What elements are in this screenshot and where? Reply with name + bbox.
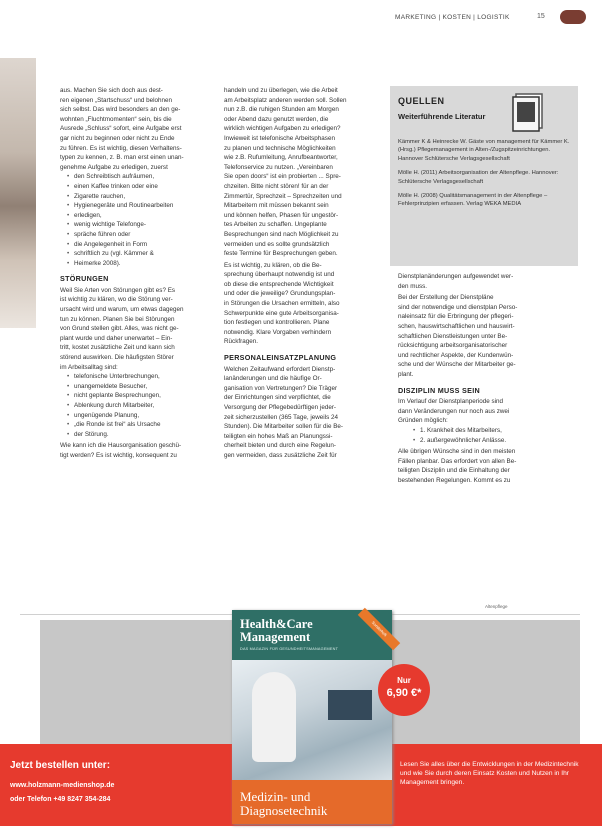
quellen-title: QUELLEN: [398, 96, 445, 106]
text-line: tion festlegen und kontrollieren. Plane: [224, 319, 330, 327]
order-phone: oder Telefon +49 8247 354-284: [10, 796, 111, 803]
quellen-reference-list: [398, 138, 570, 215]
text-line: zu führen. Es ist wichtig, diesen Verhaltens-: [60, 144, 182, 152]
bullet-item: • ungenügende Planung,: [74, 411, 206, 421]
col1-outro: [60, 441, 206, 460]
magazine-topic-line-2: Diagnosetechnik: [240, 803, 328, 818]
bullet-item: • den Schreibtisch aufräumen,: [74, 172, 206, 182]
reference-item: Kämmer K & Heinrecke W. Gäste von management für Kämmer K. (Hrsg.) Pflegemanagement in Alten-/Zugspitzeinrichtungen. Hannover Schlütersche Verlagsgesellschaft: [398, 139, 570, 162]
doctor-figure: [252, 672, 296, 762]
text-line: in Störungen die Ursachen ermitteln, also: [224, 300, 340, 308]
bullet-item: • Ablenkung durch Mitarbeiter,: [74, 401, 206, 411]
text-line: schen, hauswirtschaftlichen und hauswirt-: [398, 322, 515, 330]
text-line: typen zu kennen, z. B. man erst einen unan-: [60, 154, 184, 162]
text-line: tigt werden? Es ist wichtig, konsequent zu: [60, 451, 177, 459]
text-line: von Grund stellen gibt. Alles, was nicht ge-: [60, 325, 179, 333]
text-line: notwendig. Klare Vorgaben verhindern: [224, 328, 332, 336]
text-line: tes Arbeiten zu schaffen. Ungeplante: [224, 221, 327, 229]
text-line: Besprechungen sind nach Möglichkeit zu: [224, 230, 339, 238]
text-line: Dienstplanänderungen aufgewendet wer-: [398, 273, 514, 280]
text-line: schaftlichen Dienstleistungen unter Be-: [398, 332, 508, 340]
text-line: Alle übrigen Wünsche sind in den meisten: [398, 448, 516, 456]
text-line: vermeiden und es sollte grundsätzlich: [224, 240, 330, 248]
text-line: wohnten „Fluchtmomenten“ sein, bis die: [60, 115, 172, 123]
text-line: oder Abend dazu genutzt werden, die: [224, 115, 329, 123]
page-tab-marker: [560, 10, 586, 24]
numbered-item: • 2. außergewöhnlicher Anlässe.: [420, 436, 574, 446]
text-line: tritt, kostet zusätzliche Zeit und kann sich: [60, 344, 175, 352]
bullet-item: • einen Kaffee trinken oder eine: [74, 182, 206, 192]
text-line: Stunden). Die Mitarbeiter sollen für die Be-: [224, 423, 343, 431]
reference-item: Mölle H. (2008) Qualitätsmanagement in der Altenpflege – Fehlerprinzipien erfassen. Verlag WEKA MEDIA: [398, 193, 548, 208]
text-line: naleinsatz für die Erbringung der pflegeri-: [398, 313, 514, 321]
bullet-item: • telefonische Unterbrechungen,: [74, 372, 206, 382]
text-line: ursacht wird und warum, um etwas dagegen: [60, 306, 184, 314]
side-photo-strip: [0, 58, 36, 328]
text-line: und oder die jeweilige? Grundungsplan-: [224, 290, 336, 298]
col2-text-1: [224, 86, 382, 259]
text-line: bestehenden Regelungen. Kommt es zu: [398, 476, 511, 484]
bullet-item: • schriftlich zu (vgl. Kämmer &: [74, 249, 206, 259]
text-line: teiligten Disziplin und die Einhaltung der: [398, 467, 510, 475]
col3-text-2: [398, 293, 574, 379]
text-line: zeit sicherzustellen (365 Tage, jeweils 24: [224, 413, 338, 421]
numbered-item: • 1. Krankheit des Mitarbeiters,: [420, 426, 574, 436]
reference-item: Mölle H. (2011) Arbeitsorganisation der Altenpflege. Hannover: Schlütersche Verlagsgesellschaft: [398, 170, 559, 185]
text-line: wie z.B. Rufumleitung, Anrufbeantworter,: [224, 154, 338, 162]
bullet-item: • die Angelegenheit in Form: [74, 240, 206, 250]
text-line: Zimmertür, Sprechzeit – Sprechzeiten und: [224, 192, 342, 200]
text-line: Bei der Erstellung der Dienstpläne: [398, 294, 494, 302]
text-line: tun zu können. Planen Sie bei Störungen: [60, 315, 175, 323]
bullet-item: • Zigarette rauchen,: [74, 192, 206, 202]
magazine-topic: [240, 790, 327, 818]
bullet-item: • unangemeldete Besucher,: [74, 382, 206, 392]
price-label: Nur: [397, 676, 411, 685]
text-line: Schwerpunkte eine gute Arbeitsorganisa-: [224, 309, 339, 317]
order-heading: Jetzt bestellen unter:: [10, 760, 111, 771]
bullet-item: • der Störung.: [74, 430, 206, 440]
footer-brand: Altenpflege: [485, 604, 508, 609]
bullet-item: • „die Ronde ist frei“ als Ursache: [74, 420, 206, 430]
col1-bullets-2: [60, 372, 206, 439]
magazine-topic-line-1: Medizin- und: [240, 789, 311, 804]
text-line: zu planen und technische Möglichkeiten: [224, 144, 336, 152]
text-line: Rückfragen.: [224, 338, 258, 346]
bullet-item: • Hygienegeräte und Routinearbeiten: [74, 201, 206, 211]
price-value: 6,90 €*: [386, 687, 422, 699]
text-line: ren eigenen „Startschuss“ und belohnen: [60, 96, 173, 104]
col3-text-3: [398, 397, 574, 426]
text-line: ist wichtig zu klären, wo die Störung ver-: [60, 296, 173, 304]
text-line: Welchen Zeitaufwand erfordert Dienstp-: [224, 365, 336, 373]
bullet-item: • nicht geplante Besprechungen,: [74, 391, 206, 401]
text-line: plant wurde und daher unerwartet – Ein-: [60, 334, 173, 342]
column-2: [224, 86, 382, 461]
col1-intro: [60, 86, 206, 172]
special-issue-ribbon: Sonderheft: [358, 608, 400, 650]
col2-text-3: [224, 365, 382, 461]
column-1: [60, 86, 206, 461]
text-line: gar nicht zu beginnen oder nicht zu Ende: [60, 134, 175, 142]
magazine-photo: [232, 660, 392, 780]
text-line: Wie kann ich die Hausorganisation geschü-: [60, 442, 182, 450]
text-line: Sie open doors“ ist ein probierten ... Spre-: [224, 173, 341, 181]
text-line: störend auswirken. Die häufigsten Störer: [60, 354, 174, 362]
text-line: sprechung überhaupt notwendig ist und: [224, 271, 335, 279]
text-line: ganisation von Vertretungen? Die Träger: [224, 384, 338, 392]
text-line: Ausrede „Schluss“ sofort, eine Aufgabe erst: [60, 125, 182, 133]
book-icon: [508, 90, 548, 134]
text-line: und können helfen, Phasen für ungestör-: [224, 211, 339, 219]
magazine-subtitle: DAS MAGAZIN FÜR GESUNDHEITSMANAGEMENT: [240, 647, 339, 651]
heading-personaleinsatzplanung: PERSONALEINSATZPLANUNG: [224, 353, 337, 363]
text-line: lanänderungen und die häufige Or-: [224, 375, 322, 383]
text-line: sich selbst. Das wird besonders an den ge-: [60, 106, 181, 114]
text-line: der Einrichtungen sind verpflichtet, die: [224, 394, 331, 402]
col1-stoerungen-text: [60, 286, 206, 372]
bullet-item: • spräche führen oder: [74, 230, 206, 240]
text-line: sche und der Wünsche der Mitarbeiter ge-: [398, 361, 516, 369]
col3-numbered-list: [398, 426, 574, 445]
text-line: im Arbeitsalltag sind:: [60, 363, 118, 371]
bullet-item: • erledigen,: [74, 211, 206, 221]
bullet-item: • Heimerke 2008).: [74, 259, 206, 269]
text-line: feste Termine für Besprechungen geben.: [224, 250, 338, 258]
col3-text-1: [398, 272, 574, 291]
text-line: gen vermeiden, dass zusätzliche Zeit für: [224, 451, 337, 459]
col2-text-2: [224, 261, 382, 347]
text-line: wirklich wichtigen Aufgaben zu erledigen?: [224, 125, 341, 133]
ad-description: Lesen Sie alles über die Entwicklungen in der Medizintechnik und wie Sie durch deren Einsatz Kosten und Nutzen in Ihr Management bringen.: [400, 761, 579, 786]
col1-bullets-1: [60, 172, 206, 268]
text-line: Telefonservice zu nutzen. „Vereinbaren: [224, 163, 333, 171]
text-line: dann Veränderungen nur noch aus zwei: [398, 407, 510, 415]
text-line: Im Verlauf der Dienstplanperiode sind: [398, 398, 504, 406]
text-line: Weil Sie Arten von Störungen gibt es? Es: [60, 286, 176, 294]
magazine-footer: [232, 780, 392, 824]
text-line: den muss.: [398, 282, 428, 290]
col3-text-4: [398, 447, 574, 485]
magazine-title: [240, 618, 313, 644]
text-line: sind der notwendige und dienstplan Perso-: [398, 303, 518, 311]
text-line: Versorgung der Pflegebedürftigen jeder-: [224, 404, 337, 411]
text-line: handeln und zu überlegen, wie die Arbeit: [224, 87, 338, 94]
text-line: aus. Machen Sie sich doch aus dest-: [60, 87, 163, 94]
text-line: plant.: [398, 370, 414, 378]
heading-stoerungen: STÖRUNGEN: [60, 274, 109, 284]
text-line: teiligten ein hohes Maß an Planungssi-: [224, 432, 333, 440]
magazine-title-line-2: Management: [240, 630, 311, 644]
text-line: cherheit bieten und durch eine Regelun-: [224, 442, 337, 450]
monitor-figure: [328, 690, 372, 720]
quellen-box: [390, 86, 578, 266]
running-header: MARKETING | KOSTEN | LOGISTIK: [395, 14, 510, 21]
magazine-title-line-1: Health&Care: [240, 617, 313, 631]
column-3: [398, 272, 574, 485]
heading-disziplin: DISZIPLIN MUSS SEIN: [398, 385, 480, 395]
text-line: rücksichtigung arbeitsorganisatorischer: [398, 342, 508, 350]
text-line: und rechtlicher Aspekte, der Kundenwün-: [398, 351, 514, 359]
text-line: Fällen planbar. Das erfordert von allen Be-: [398, 457, 517, 465]
text-line: Gründen möglich:: [398, 417, 448, 425]
text-line: Mitarbeitern mit müssen bekannt sein: [224, 202, 329, 210]
magazine-cover[interactable]: [232, 610, 392, 824]
price-badge: [378, 664, 430, 716]
bullet-item: • wenig wichtige Telefonge-: [74, 220, 206, 230]
text-line: am Arbeitsplatz anderen werden soll. Sollen: [224, 96, 347, 104]
text-line: ob diese die entsprechende Wichtigkeit: [224, 280, 334, 288]
page-number: 15: [537, 13, 545, 20]
text-line: chzeiten. Bitte nicht stören! für an der: [224, 182, 329, 190]
quellen-subtitle: Weiterführende Literatur: [398, 112, 486, 121]
text-line: Inwieweit ist telefonische Arbeitsphasen: [224, 134, 335, 142]
text-line: nun z.B. die ruhigen Stunden am Morgen: [224, 106, 339, 114]
text-line: Es ist wichtig, zu klären, ob die Be-: [224, 261, 322, 269]
text-line: genehme Aufgabe zu erledigen, zuerst: [60, 163, 168, 171]
order-web-link[interactable]: www.holzmann-medienshop.de: [10, 782, 115, 789]
